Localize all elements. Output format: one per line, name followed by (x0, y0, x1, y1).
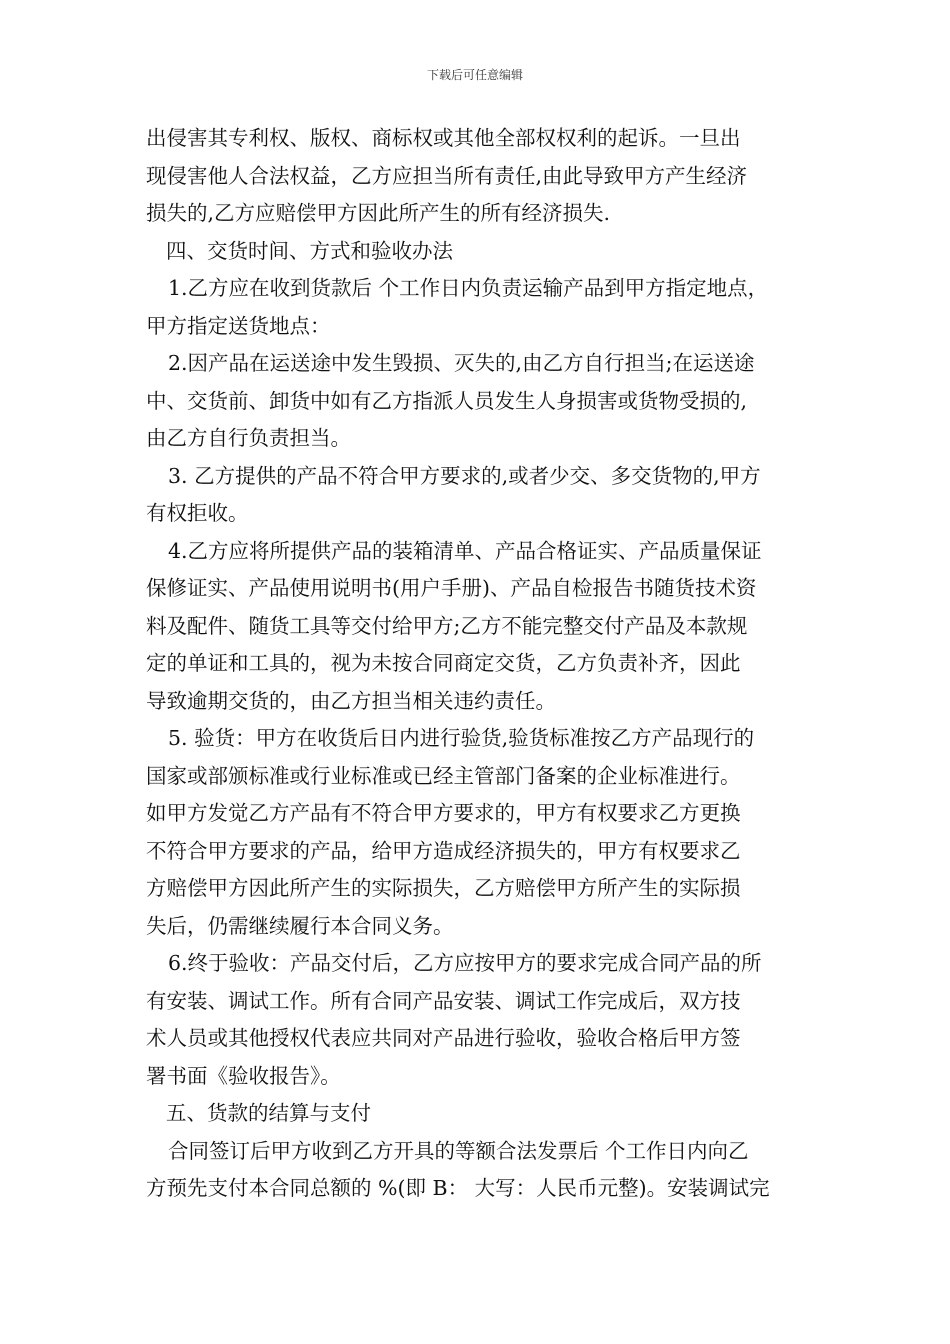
text-line: 5. 验货：甲方在收货后日内进行验货,验货标准按乙方产品现行的 (168, 726, 755, 750)
document-body (146, 120, 810, 1208)
text-line: 保修证实、产品使用说明书(用户手册)、产品自检报告书随货技术资 (146, 576, 757, 600)
text-line: 合同签订后甲方收到乙方开具的等额合法发票后 个工作日内向乙 (168, 1138, 749, 1163)
text-line: 术人员或其他授权代表应共同对产品进行验收，验收合格后甲方签 (146, 1026, 741, 1050)
text-line: 6.终于验收：产品交付后，乙方应按甲方的要求完成合同产品的所 (168, 951, 762, 975)
text-line: 1.乙方应在收到货款后 个工作日内负责运输产品到甲方指定地点， (168, 276, 769, 300)
text-line: 由乙方自行负责担当。 (146, 426, 351, 450)
text-line: 四、交货时间、方式和验收办法 (166, 238, 453, 263)
text-line: 2.因产品在运送途中发生毁损、灭失的,由乙方自行担当;在运送途 (168, 351, 755, 375)
text-line: 3. 乙方提供的产品不符合甲方要求的,或者少交、多交货物的,甲方 (168, 463, 761, 488)
text-line: 中、交货前、卸货中如有乙方指派人员发生人身损害或货物受损的, (146, 388, 748, 413)
text-line: 导致逾期交货的，由乙方担当相关违约责任。 (146, 688, 556, 713)
text-line: 现侵害他人合法权益，乙方应担当所有责任,由此导致甲方产生经济 (146, 163, 748, 188)
text-line: 定的单证和工具的，视为未按合同商定交货，乙方负责补齐，因此 (146, 651, 741, 675)
text-line: 出侵害其专利权、版权、商标权或其他全部权权利的起诉。一旦出 (146, 126, 741, 150)
text-line: 署书面《验收报告》。 (146, 1063, 341, 1088)
text-line: 4.乙方应将所提供产品的装箱清单、产品合格证实、产品质量保证 (168, 538, 762, 563)
text-line: 不符合甲方要求的产品，给甲方造成经济损失的，甲方有权要求乙 (146, 838, 741, 863)
text-line: 损失的,乙方应赔偿甲方因此所产生的所有经济损失. (146, 201, 611, 225)
text-line: 有权拒收。 (146, 501, 249, 525)
text-line: 国家或部颁标准或行业标准或已经主管部门备案的企业标准进行。 (146, 763, 741, 788)
page-header: 下载后可任意编辑 (426, 68, 523, 82)
text-line: 方赔偿甲方因此所产生的实际损失，乙方赔偿甲方所产生的实际损 (146, 876, 741, 900)
text-line: 方预先支付本合同总额的 %(即 B： 大写：人民币元整)。安装调试完 (146, 1176, 770, 1200)
text-line: 料及配件、随货工具等交付给甲方;乙方不能完整交付产品及本款规 (146, 613, 748, 638)
text-line: 失后，仍需继续履行本合同义务。 (146, 913, 454, 938)
text-line: 甲方指定送货地点： (146, 313, 331, 338)
text-line: 五、货款的结算与支付 (166, 1101, 371, 1125)
text-line: 如甲方发觉乙方产品有不符合甲方要求的，甲方有权要求乙方更换 (146, 801, 741, 825)
text-line: 有安装、调试工作。所有合同产品安装、调试工作完成后，双方技 (146, 988, 741, 1013)
